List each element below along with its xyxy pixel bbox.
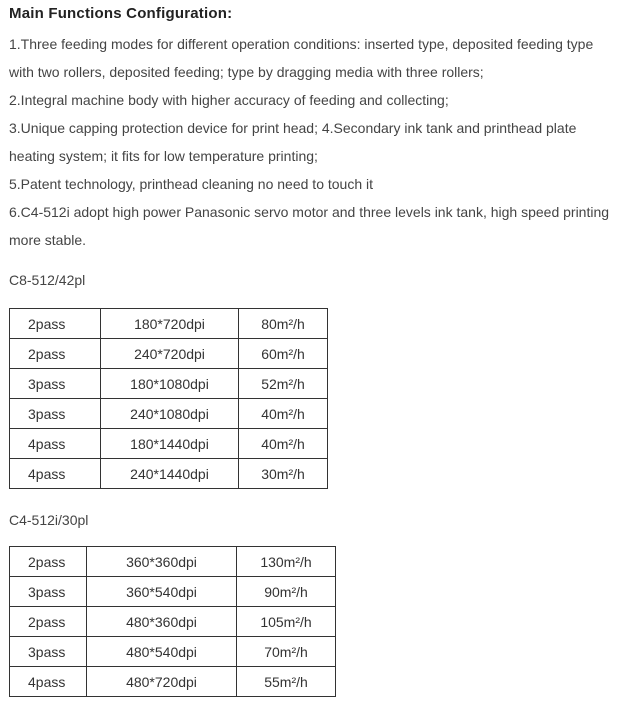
function-line: 5.Patent technology, printhead cleaning no need to touch it [9, 176, 374, 192]
speed-cell: 52m²/h [239, 369, 328, 399]
functions-list [9, 30, 625, 254]
table-row [10, 637, 336, 667]
pass-cell: 3pass [10, 637, 87, 667]
table-row [10, 667, 336, 697]
speed-cell: 60m²/h [239, 339, 328, 369]
table-title-c8: C8-512/42pl [9, 272, 86, 288]
pass-cell: 3pass [10, 399, 101, 429]
resolution-cell: 360*540dpi [87, 577, 237, 607]
resolution-cell: 180*1080dpi [101, 369, 239, 399]
table-row [10, 607, 336, 637]
pass-cell: 4pass [10, 459, 101, 489]
speed-cell: 40m²/h [239, 399, 328, 429]
resolution-cell: 240*1440dpi [101, 459, 239, 489]
function-line: 3.Unique capping protection device for print head; 4.Secondary ink tank and printhead plate [9, 120, 577, 136]
resolution-cell: 480*720dpi [87, 667, 237, 697]
pass-cell: 3pass [10, 369, 101, 399]
pass-cell: 2pass [10, 547, 87, 577]
resolution-cell: 180*1440dpi [101, 429, 239, 459]
speed-cell: 105m²/h [237, 607, 336, 637]
table-row [10, 577, 336, 607]
speed-cell: 80m²/h [239, 309, 328, 339]
page-title: Main Functions Configuration: [9, 5, 233, 22]
resolution-cell: 240*1080dpi [101, 399, 239, 429]
speed-cell: 30m²/h [239, 459, 328, 489]
function-line: with two rollers, deposited feeding; type by dragging media with three rollers; [9, 64, 484, 80]
pass-cell: 4pass [10, 429, 101, 459]
speed-cell: 40m²/h [239, 429, 328, 459]
function-line: more stable. [9, 232, 87, 248]
resolution-cell: 180*720dpi [101, 309, 239, 339]
pass-cell: 2pass [10, 607, 87, 637]
spec-table-c8 [9, 308, 328, 489]
pass-cell: 3pass [10, 577, 87, 607]
table-row [10, 547, 336, 577]
table-row [10, 369, 328, 399]
speed-cell: 130m²/h [237, 547, 336, 577]
table-row [10, 339, 328, 369]
resolution-cell: 480*540dpi [87, 637, 237, 667]
table-title-c4: C4-512i/30pl [9, 512, 89, 528]
table-row [10, 429, 328, 459]
speed-cell: 90m²/h [237, 577, 336, 607]
resolution-cell: 480*360dpi [87, 607, 237, 637]
speed-cell: 70m²/h [237, 637, 336, 667]
table-row [10, 459, 328, 489]
pass-cell: 2pass [10, 339, 101, 369]
spec-table-c4 [9, 546, 336, 697]
resolution-cell: 360*360dpi [87, 547, 237, 577]
pass-cell: 2pass [10, 309, 101, 339]
function-line: 2.Integral machine body with higher accuracy of feeding and collecting; [9, 92, 449, 108]
speed-cell: 55m²/h [237, 667, 336, 697]
resolution-cell: 240*720dpi [101, 339, 239, 369]
function-line: 1.Three feeding modes for different operation conditions: inserted type, deposited feeding type [9, 36, 594, 52]
pass-cell: 4pass [10, 667, 87, 697]
table-row [10, 309, 328, 339]
table-row [10, 399, 328, 429]
function-line: heating system; it fits for low temperature printing; [9, 148, 318, 164]
function-line: 6.C4-512i adopt high power Panasonic servo motor and three levels ink tank, high speed printing [9, 204, 610, 220]
